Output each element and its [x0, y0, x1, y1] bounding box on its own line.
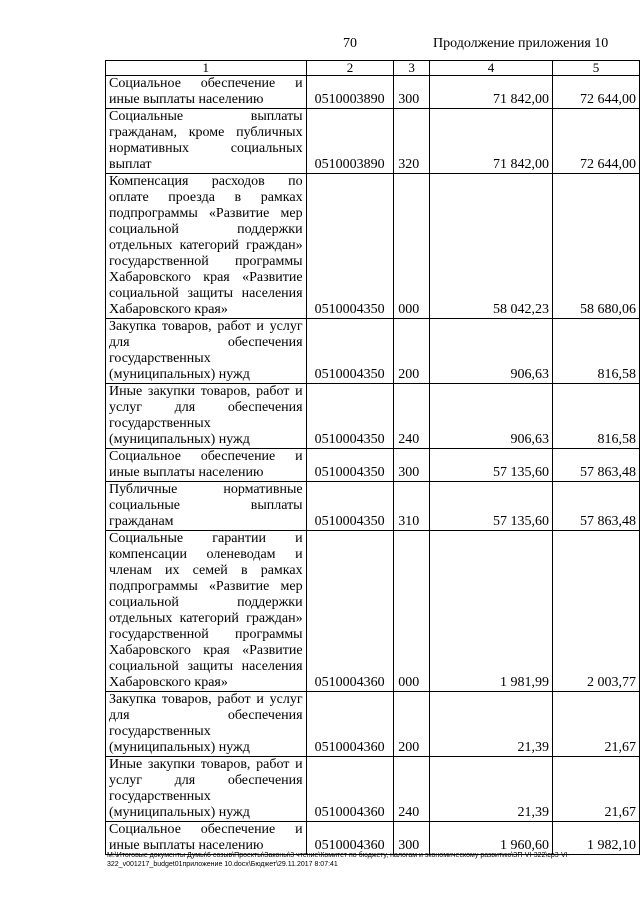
table-row	[106, 109, 640, 174]
row-name: Социальные выплаты гражданам, кроме публичных нормативных социальных выплат	[106, 109, 307, 174]
row-value-year1: 1 960,60	[429, 822, 552, 855]
row-value-year2: 72 644,00	[553, 76, 640, 109]
row-target-code: 0510004350	[306, 384, 394, 449]
row-name: Закупка товаров, работ и услуг для обеспечения государственных (муниципальных) нужд	[106, 692, 307, 757]
row-value-year1: 57 135,60	[429, 449, 552, 482]
row-target-code: 0510003890	[306, 109, 394, 174]
table-row	[106, 482, 640, 531]
row-value-year1: 21,39	[429, 692, 552, 757]
row-expense-group: 000	[394, 531, 430, 692]
row-value-year1: 906,63	[429, 384, 552, 449]
column-header: 3	[394, 61, 430, 76]
table-row	[106, 822, 640, 855]
row-value-year2: 1 982,10	[553, 822, 640, 855]
row-value-year1: 906,63	[429, 319, 552, 384]
row-value-year2: 816,58	[553, 384, 640, 449]
table-row	[106, 449, 640, 482]
page-number: 70	[343, 36, 357, 51]
row-expense-group: 300	[394, 822, 430, 855]
row-value-year2: 72 644,00	[553, 109, 640, 174]
document-path-footer: M:\Итоговые документы Думы\6 созыв\Проекты\Законы\3 чтение\Комитет по бюджету, налогам и экономическому развитию\ЗП-VI-322\ср3-VI-322_v001217_budget01приложение 10.docx\Бюджет\29.11.2017 8:07:41	[107, 852, 570, 868]
row-target-code: 0510004360	[306, 822, 394, 855]
column-header: 4	[429, 61, 552, 76]
row-value-year1: 71 842,00	[429, 76, 552, 109]
row-expense-group: 240	[394, 384, 430, 449]
row-value-year2: 21,67	[553, 692, 640, 757]
row-expense-group: 300	[394, 76, 430, 109]
row-value-year1: 58 042,23	[429, 174, 552, 319]
row-value-year2: 57 863,48	[553, 482, 640, 531]
row-value-year1: 57 135,60	[429, 482, 552, 531]
row-target-code: 0510004350	[306, 449, 394, 482]
table-row	[106, 76, 640, 109]
row-name: Закупка товаров, работ и услуг для обеспечения государственных (муниципальных) нужд	[106, 319, 307, 384]
row-target-code: 0510003890	[306, 76, 394, 109]
row-value-year2: 816,58	[553, 319, 640, 384]
row-target-code: 0510004360	[306, 692, 394, 757]
row-name: Социальное обеспечение и иные выплаты населению	[106, 76, 307, 109]
row-target-code: 0510004350	[306, 482, 394, 531]
row-target-code: 0510004350	[306, 174, 394, 319]
row-value-year2: 2 003,77	[553, 531, 640, 692]
row-name: Иные закупки товаров, работ и услуг для обеспечения государственных (муниципальных) нужд	[106, 757, 307, 822]
table-row	[106, 174, 640, 319]
row-expense-group: 200	[394, 319, 430, 384]
row-expense-group: 300	[394, 449, 430, 482]
row-target-code: 0510004360	[306, 531, 394, 692]
row-target-code: 0510004360	[306, 757, 394, 822]
row-expense-group: 240	[394, 757, 430, 822]
row-value-year1: 21,39	[429, 757, 552, 822]
appendix-continuation-note: Продолжение приложения 10	[433, 36, 609, 51]
row-name: Социальное обеспечение и иные выплаты населению	[106, 822, 307, 855]
row-expense-group: 000	[394, 174, 430, 319]
row-value-year2: 57 863,48	[553, 449, 640, 482]
row-value-year2: 58 680,06	[553, 174, 640, 319]
table-row	[106, 531, 640, 692]
budget-table	[105, 60, 640, 855]
row-name: Публичные нормативные социальные выплаты гражданам	[106, 482, 307, 531]
column-header: 2	[306, 61, 394, 76]
row-value-year2: 21,67	[553, 757, 640, 822]
table-row	[106, 692, 640, 757]
row-name: Социальное обеспечение и иные выплаты населению	[106, 449, 307, 482]
column-header: 5	[553, 61, 640, 76]
row-expense-group: 200	[394, 692, 430, 757]
table-row	[106, 757, 640, 822]
row-target-code: 0510004350	[306, 319, 394, 384]
row-name: Социальные гарантии и компенсации оленеводам и членам их семей в рамках подпрограммы «Развитие мер социальной поддержки отдельных категорий граждан» государственной программы Хабаровского края «Развитие социальной защиты населения Хабаровского края»	[106, 531, 307, 692]
row-name: Компенсация расходов по оплате проезда в рамках подпрограммы «Развитие мер социальной поддержки отдельных категорий граждан» государственной программы Хабаровского края «Развитие социальной защиты населения Хабаровского края»	[106, 174, 307, 319]
column-header: 1	[106, 61, 307, 76]
table-row	[106, 384, 640, 449]
table-row	[106, 319, 640, 384]
row-value-year1: 1 981,99	[429, 531, 552, 692]
column-number-row	[106, 61, 640, 76]
row-name: Иные закупки товаров, работ и услуг для обеспечения государственных (муниципальных) нужд	[106, 384, 307, 449]
row-expense-group: 310	[394, 482, 430, 531]
row-expense-group: 320	[394, 109, 430, 174]
row-value-year1: 71 842,00	[429, 109, 552, 174]
